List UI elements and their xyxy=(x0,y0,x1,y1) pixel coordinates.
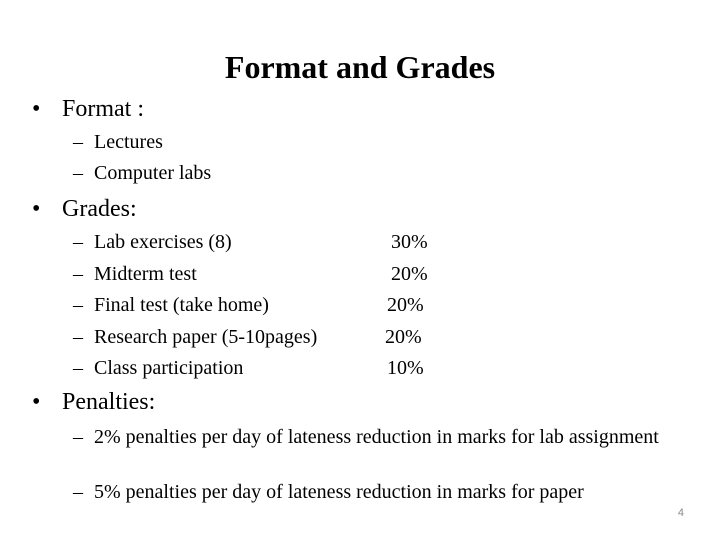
dash-icon: – xyxy=(73,231,83,253)
format-item-label: Computer labs xyxy=(94,162,212,184)
dash-icon: – xyxy=(73,326,83,348)
grade-percent: 30% xyxy=(391,231,428,253)
grade-label: Lab exercises (8) xyxy=(94,231,232,253)
grade-percent: 20% xyxy=(391,263,428,285)
dash-icon: – xyxy=(73,357,83,379)
grade-percent: 10% xyxy=(387,357,424,379)
slide-title: Format and Grades xyxy=(224,49,496,85)
bullet-icon: • xyxy=(32,389,41,415)
format-item-label: Lectures xyxy=(94,131,163,153)
grade-label: Midterm test xyxy=(94,263,197,285)
grade-percent: 20% xyxy=(387,294,424,316)
grade-label: Research paper (5-10pages) xyxy=(94,326,318,348)
dash-icon: – xyxy=(73,481,83,503)
penalties-heading: Penalties: xyxy=(62,389,156,415)
format-heading: Format : xyxy=(62,96,144,122)
penalty-item-text: 5% penalties per day of lateness reduction in marks for paper xyxy=(94,481,584,503)
page-number: 4 xyxy=(677,507,684,519)
bullet-icon: • xyxy=(32,196,41,222)
dash-icon: – xyxy=(73,131,83,153)
grades-heading: Grades: xyxy=(62,196,137,222)
dash-icon: – xyxy=(73,294,83,316)
penalty-item-text: 2% penalties per day of lateness reduction in marks for lab assignment xyxy=(94,426,659,448)
grade-label: Class participation xyxy=(94,357,244,379)
grade-percent: 20% xyxy=(385,326,422,348)
bullet-icon: • xyxy=(32,96,41,122)
dash-icon: – xyxy=(73,162,83,184)
grade-label: Final test (take home) xyxy=(94,294,269,316)
dash-icon: – xyxy=(73,263,83,285)
dash-icon: – xyxy=(73,426,83,448)
